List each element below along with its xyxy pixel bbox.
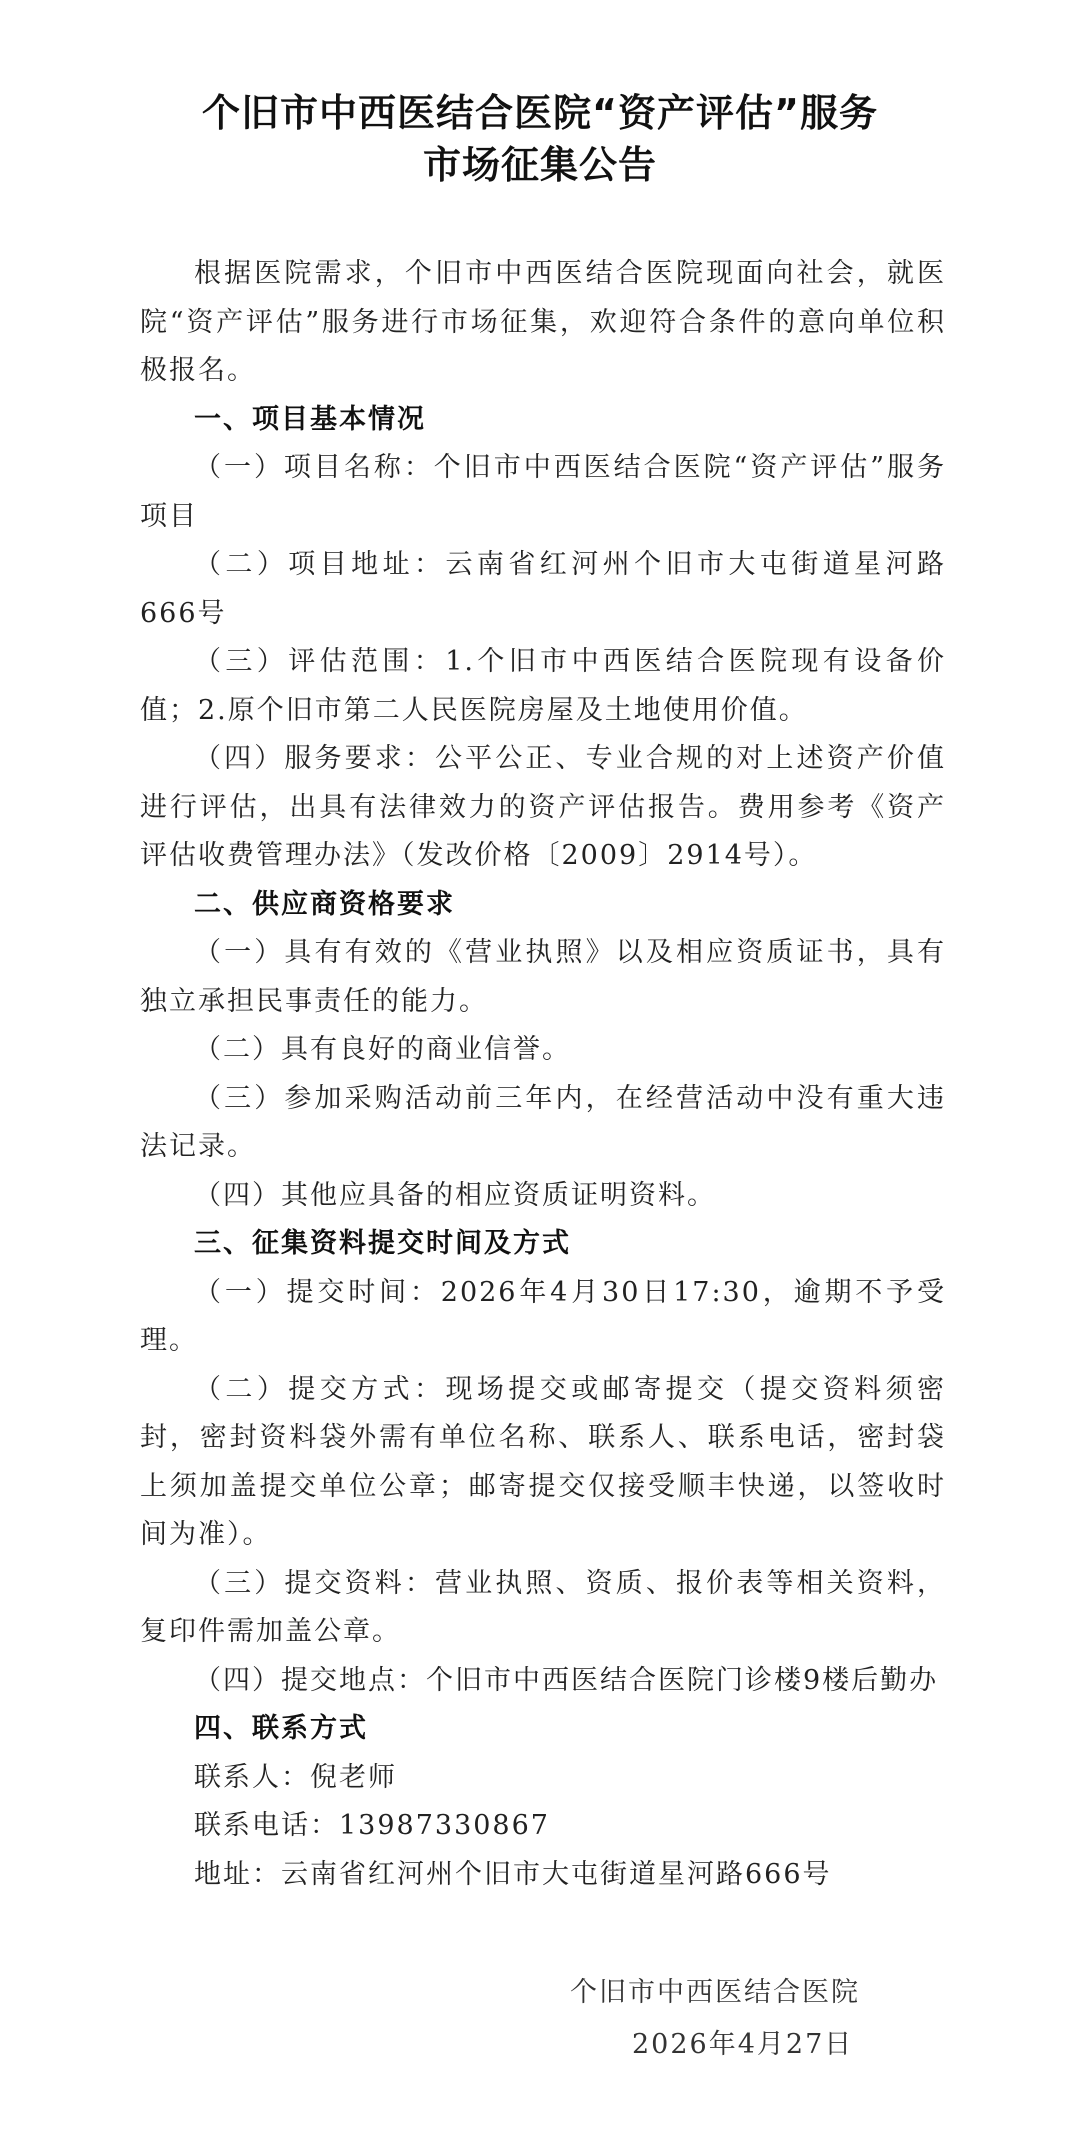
service-requirement-item: （四）服务要求：公平公正、专业合规的对上述资产价值进行评估，出具有法律效力的资产评估报告。费用参考《资产评估收费管理办法》（发改价格〔2009〕2914号）。 — [140, 743, 946, 871]
project-name-item: （一）项目名称：个旧市中西医结合医院“资产评估”服务项目 — [140, 452, 946, 532]
contact-person: 联系人：倪老师 — [194, 1761, 397, 1793]
qualification-item-other: （四）其他应具备的相应资质证明资料。 — [194, 1179, 716, 1211]
signature-date: 2026年4月27日 — [632, 2029, 854, 2060]
qualification-item-credit: （二）具有良好的商业信誉。 — [194, 1034, 571, 1065]
contact-phone: 联系电话：13987330867 — [194, 1810, 550, 1841]
section-heading-project: 一、项目基本情况 — [194, 403, 426, 435]
project-address-item: （二）项目地址：云南省红河州个旧市大屯街道星河路666号 — [140, 549, 946, 629]
intro-paragraph: 根据医院需求，个旧市中西医结合医院现面向社会，就医院“资产评估”服务进行市场征集，欢迎符合条件的意向单位积极报名。 — [140, 258, 946, 386]
assessment-scope-item: （三）评估范围：1.个旧市中西医结合医院现有设备价值；2.原个旧市第二人民医院房屋及土地使用价值。 — [140, 646, 946, 726]
qualification-item-license: （一）具有有效的《营业执照》以及相应资质证书，具有独立承担民事责任的能力。 — [140, 937, 946, 1017]
document-title-line-2: 市场征集公告 — [422, 143, 657, 187]
signature-organization: 个旧市中西医结合医院 — [570, 1977, 860, 2008]
contact-address: 地址：云南省红河州个旧市大屯街道星河路666号 — [194, 1858, 832, 1890]
submission-method-item: （二）提交方式：现场提交或邮寄提交（提交资料须密封，密封资料袋外需有单位名称、联系人、联系电话，密封袋上须加盖提交单位公章；邮寄提交仅接受顺丰快递，以签收时间为准）。 — [140, 1373, 946, 1550]
qualification-item-record: （三）参加采购活动前三年内，在经营活动中没有重大违法记录。 — [140, 1082, 946, 1162]
document-title-line-1: 个旧市中西医结合医院“资产评估”服务 — [202, 91, 878, 135]
submission-time-item: （一）提交时间：2026年4月30日17:30，逾期不予受理。 — [140, 1276, 946, 1356]
submission-location-item: （四）提交地点：个旧市中西医结合医院门诊楼9楼后勤办 — [194, 1664, 939, 1696]
submission-materials-item: （三）提交资料：营业执照、资质、报价表等相关资料，复印件需加盖公章。 — [140, 1567, 946, 1647]
section-heading-submission: 三、征集资料提交时间及方式 — [194, 1228, 571, 1259]
document-body — [140, 250, 946, 1899]
section-heading-qualification: 二、供应商资格要求 — [194, 888, 455, 920]
section-heading-contact: 四、联系方式 — [194, 1713, 368, 1744]
